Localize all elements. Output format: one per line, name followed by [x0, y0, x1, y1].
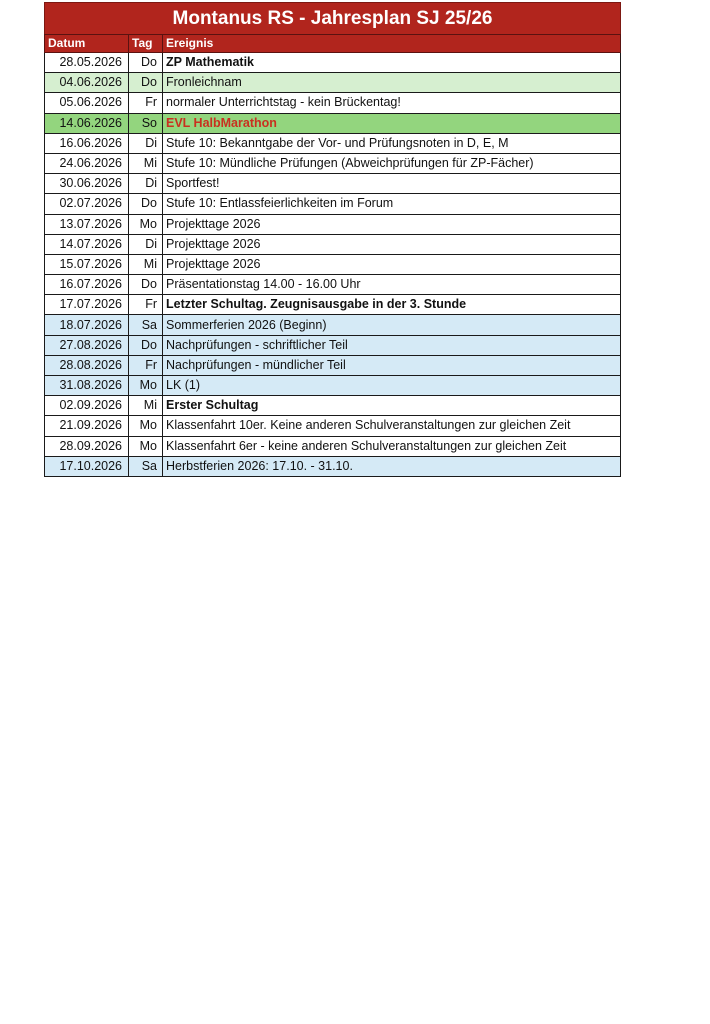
event-cell: ZP Mathematik: [163, 53, 621, 73]
event-cell: Erster Schultag: [163, 396, 621, 416]
date-cell: 17.10.2026: [45, 456, 129, 476]
event-cell: EVL HalbMarathon: [163, 113, 621, 133]
table-row: [45, 335, 621, 355]
table-row: [45, 456, 621, 476]
day-cell: Mo: [129, 416, 163, 436]
table-row: [45, 113, 621, 133]
table-row: [45, 295, 621, 315]
date-cell: 31.08.2026: [45, 376, 129, 396]
table-row: [45, 133, 621, 153]
event-cell: Sportfest!: [163, 174, 621, 194]
table-row: [45, 416, 621, 436]
table-row: [45, 73, 621, 93]
table-row: [45, 93, 621, 113]
event-cell: Projekttage 2026: [163, 254, 621, 274]
table-row: [45, 194, 621, 214]
column-header-event: Ereignis: [163, 35, 621, 53]
date-cell: 17.07.2026: [45, 295, 129, 315]
date-cell: 16.06.2026: [45, 133, 129, 153]
date-cell: 02.07.2026: [45, 194, 129, 214]
table-row: [45, 214, 621, 234]
day-cell: Do: [129, 275, 163, 295]
event-cell: Projekttage 2026: [163, 234, 621, 254]
date-cell: 14.07.2026: [45, 234, 129, 254]
date-cell: 28.05.2026: [45, 53, 129, 73]
day-cell: Mo: [129, 436, 163, 456]
table-header-row: [45, 35, 621, 53]
date-cell: 28.09.2026: [45, 436, 129, 456]
column-header-date: Datum: [45, 35, 129, 53]
event-cell: Herbstferien 2026: 17.10. - 31.10.: [163, 456, 621, 476]
table-body: [45, 53, 621, 477]
event-cell: Letzter Schultag. Zeugnisausgabe in der 3. Stunde: [163, 295, 621, 315]
day-cell: Mo: [129, 376, 163, 396]
date-cell: 15.07.2026: [45, 254, 129, 274]
day-cell: Di: [129, 133, 163, 153]
table-row: [45, 254, 621, 274]
event-cell: Stufe 10: Entlassfeierlichkeiten im Forum: [163, 194, 621, 214]
day-cell: Fr: [129, 355, 163, 375]
day-cell: Mi: [129, 254, 163, 274]
table-row: [45, 53, 621, 73]
event-cell: Nachprüfungen - schriftlicher Teil: [163, 335, 621, 355]
event-cell: LK (1): [163, 376, 621, 396]
day-cell: Do: [129, 194, 163, 214]
event-cell: Klassenfahrt 6er - keine anderen Schulveranstaltungen zur gleichen Zeit: [163, 436, 621, 456]
date-cell: 27.08.2026: [45, 335, 129, 355]
day-cell: Sa: [129, 315, 163, 335]
date-cell: 21.09.2026: [45, 416, 129, 436]
date-cell: 02.09.2026: [45, 396, 129, 416]
table-row: [45, 355, 621, 375]
column-header-day: Tag: [129, 35, 163, 53]
event-cell: Klassenfahrt 10er. Keine anderen Schulveranstaltungen zur gleichen Zeit: [163, 416, 621, 436]
table-row: [45, 436, 621, 456]
table-row: [45, 275, 621, 295]
event-cell: Stufe 10: Bekanntgabe der Vor- und Prüfungsnoten in D, E, M: [163, 133, 621, 153]
date-cell: 30.06.2026: [45, 174, 129, 194]
event-cell: Fronleichnam: [163, 73, 621, 93]
event-cell: Sommerferien 2026 (Beginn): [163, 315, 621, 335]
event-cell: normaler Unterrichtstag - kein Brückentag!: [163, 93, 621, 113]
schedule-sheet: [44, 2, 621, 477]
date-cell: 05.06.2026: [45, 93, 129, 113]
table-row: [45, 153, 621, 173]
day-cell: Do: [129, 53, 163, 73]
event-cell: Projekttage 2026: [163, 214, 621, 234]
date-cell: 24.06.2026: [45, 153, 129, 173]
date-cell: 16.07.2026: [45, 275, 129, 295]
day-cell: Mo: [129, 214, 163, 234]
date-cell: 04.06.2026: [45, 73, 129, 93]
day-cell: Fr: [129, 93, 163, 113]
day-cell: Fr: [129, 295, 163, 315]
date-cell: 13.07.2026: [45, 214, 129, 234]
day-cell: Mi: [129, 396, 163, 416]
event-cell: Stufe 10: Mündliche Prüfungen (Abweichprüfungen für ZP-Fächer): [163, 153, 621, 173]
date-cell: 28.08.2026: [45, 355, 129, 375]
day-cell: Mi: [129, 153, 163, 173]
table-row: [45, 396, 621, 416]
day-cell: Sa: [129, 456, 163, 476]
table-row: [45, 376, 621, 396]
day-cell: Do: [129, 335, 163, 355]
date-cell: 14.06.2026: [45, 113, 129, 133]
day-cell: Do: [129, 73, 163, 93]
day-cell: Di: [129, 234, 163, 254]
event-cell: Nachprüfungen - mündlicher Teil: [163, 355, 621, 375]
table-row: [45, 234, 621, 254]
table-row: [45, 315, 621, 335]
page-title: Montanus RS - Jahresplan SJ 25/26: [44, 2, 621, 34]
day-cell: Di: [129, 174, 163, 194]
day-cell: So: [129, 113, 163, 133]
event-cell: Präsentationstag 14.00 - 16.00 Uhr: [163, 275, 621, 295]
schedule-table: [44, 34, 621, 477]
date-cell: 18.07.2026: [45, 315, 129, 335]
table-row: [45, 174, 621, 194]
